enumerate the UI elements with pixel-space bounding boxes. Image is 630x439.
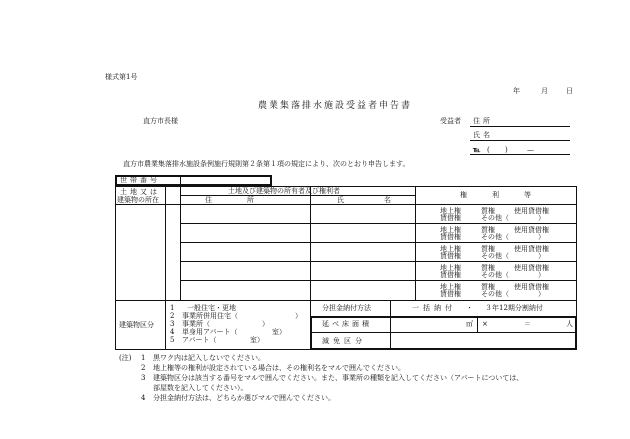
location-label-1: 土地又は xyxy=(120,188,160,196)
building-class-2-close: ） xyxy=(295,312,302,320)
addressee: 直方市長様 xyxy=(143,117,178,125)
rights-row-2-b2: その他（ xyxy=(481,233,509,241)
rights-row-5-b3: ） xyxy=(538,290,545,298)
exemption-label: 減免区分 xyxy=(322,337,366,345)
building-class-3-no: 3 xyxy=(170,320,175,328)
building-class-4-no: 4 xyxy=(170,328,175,336)
household-number-label: 世帯番号 xyxy=(120,176,160,184)
rights-row-4-a3: 使用貸借権 xyxy=(514,264,549,272)
building-class-3-close: ） xyxy=(262,320,269,328)
building-class-5-no: 5 xyxy=(170,336,175,344)
address-column: 住所 xyxy=(205,196,289,204)
rights-row-3-b1: 賃借権 xyxy=(440,252,461,260)
building-class-2-no: 2 xyxy=(170,312,175,320)
document-title: 農業集落排水施設受益者申告書 xyxy=(258,101,413,111)
name-column: 氏名 xyxy=(337,196,431,204)
address-label: 住所 xyxy=(473,117,493,125)
address-underline xyxy=(470,126,570,127)
rights-row-3-a2: 質権 xyxy=(481,245,495,253)
tel-paren-close: ) xyxy=(505,146,508,154)
date-day: 日 xyxy=(566,87,573,95)
note-3-continued: 部屋数を記入してください）。 xyxy=(153,384,248,392)
payment-option-installment: ３年12期分割納付 xyxy=(485,304,543,312)
note-3-no: 3 xyxy=(141,374,146,382)
date-month: 月 xyxy=(541,87,548,95)
times-sign: × xyxy=(482,320,488,328)
rights-row-4-a2: 質権 xyxy=(481,264,495,272)
floor-area-bottom-line xyxy=(310,332,577,333)
building-class-2-text: 事業所併用住宅（ xyxy=(182,312,238,320)
row-line-3 xyxy=(180,261,577,262)
location-label-2: 建築物の所在 xyxy=(117,196,159,204)
row-line-2 xyxy=(180,242,577,243)
form-number: 様式第1号 xyxy=(105,73,138,81)
rights-header: 権利等 xyxy=(460,191,556,199)
beneficiary-label: 受益者 xyxy=(440,117,461,125)
rights-row-5-a2: 質権 xyxy=(481,283,495,291)
row-line-4 xyxy=(180,280,577,281)
row-line-1 xyxy=(180,223,577,224)
building-class-3-text: 事業所（ xyxy=(182,320,210,328)
building-class-label: 建築物区分 xyxy=(119,321,154,329)
building-class-5-text: アパート（ xyxy=(182,336,217,344)
rights-row-1-b2: その他（ xyxy=(481,214,509,222)
owner-header: 土地及び建築物の所有者及び権利者 xyxy=(228,187,340,195)
note-2-text: 地上権等の権利が設定されている場合は、その権利名をマルで囲んでください。 xyxy=(153,364,405,372)
rights-row-3-a1: 地上権 xyxy=(440,245,461,253)
rights-row-4-b2: その他（ xyxy=(481,271,509,279)
rights-row-2-a1: 地上権 xyxy=(440,226,461,234)
equals-sign: ＝ xyxy=(524,320,531,328)
rights-row-1-a2: 質権 xyxy=(481,207,495,215)
tel-paren-open: ( xyxy=(487,146,490,154)
rights-row-2-a2: 質権 xyxy=(481,226,495,234)
building-class-4-text: 単身用アパート（ xyxy=(182,328,238,336)
rights-row-2-b3: ） xyxy=(538,233,545,241)
floor-area-unit-divider xyxy=(477,316,478,333)
row-line-5 xyxy=(115,300,577,301)
notes-label: (注) xyxy=(119,354,132,362)
rights-row-5-b1: 賃借権 xyxy=(440,290,461,298)
rights-row-3-b3: ） xyxy=(538,252,545,260)
date-year: 年 xyxy=(513,87,520,95)
building-class-1-no: 1 xyxy=(170,304,175,312)
floor-area-divider xyxy=(390,316,391,350)
rights-row-3-b2: その他（ xyxy=(481,252,509,260)
rights-row-5-a1: 地上権 xyxy=(440,283,461,291)
building-class-5-close: 室） xyxy=(250,336,264,344)
tel-dash: — xyxy=(527,146,534,154)
persons-unit: 人 xyxy=(566,320,573,328)
rights-row-1-a1: 地上権 xyxy=(440,207,461,215)
name-underline xyxy=(470,140,570,141)
header-bottom-line xyxy=(115,204,577,205)
rights-row-5-a3: 使用貸借権 xyxy=(514,283,549,291)
rights-row-4-b1: 賃借権 xyxy=(440,271,461,279)
rights-row-1-b1: 賃借権 xyxy=(440,214,461,222)
rights-row-4-b3: ） xyxy=(538,271,545,279)
payment-separator: ・ xyxy=(466,304,473,312)
note-4-no: 4 xyxy=(141,394,146,402)
rights-row-1-a3: 使用貸借権 xyxy=(514,207,549,215)
building-class-4-close: 室） xyxy=(272,328,286,336)
rights-row-2-a3: 使用貸借権 xyxy=(514,226,549,234)
tel-underline xyxy=(470,154,570,155)
building-class-1-text: 一般住宅・更地 xyxy=(187,304,236,312)
payment-option-lump-sum: 一括納付 xyxy=(412,304,456,312)
rights-row-4-a1: 地上権 xyxy=(440,264,461,272)
tel-icon: ℡ xyxy=(473,145,481,154)
rights-row-3-a3: 使用貸借権 xyxy=(514,245,549,253)
rights-row-2-b1: 賃借権 xyxy=(440,233,461,241)
note-3-text: 建築物区分は該当する番号をマルで囲んでください。また、事業所の種類を記入してください（アパートについては、 xyxy=(153,374,524,382)
floor-area-unit: ㎡ xyxy=(466,320,473,328)
payment-method-label: 分担金納付方法 xyxy=(322,304,371,312)
table-vline-col1 xyxy=(165,186,166,350)
note-2-no: 2 xyxy=(141,364,146,372)
note-4-text: 分担金納付方法は、どちらか選びマルで囲んでください。 xyxy=(153,394,335,402)
note-1-no: 1 xyxy=(141,354,146,362)
name-label: 氏名 xyxy=(473,131,493,139)
rights-row-1-b3: ） xyxy=(538,214,545,222)
floor-area-label: 延べ床面積 xyxy=(322,320,372,328)
payment-divider xyxy=(390,300,391,316)
household-number-divider xyxy=(180,175,181,186)
note-1-text: 黒ワク内は記入しないでください。 xyxy=(153,354,265,362)
rights-row-5-b2: その他（ xyxy=(481,290,509,298)
intro-text: 直方市農業集落排水施設条例施行規則第２条第１項の規定により、次のとおり申告します。 xyxy=(123,160,410,168)
